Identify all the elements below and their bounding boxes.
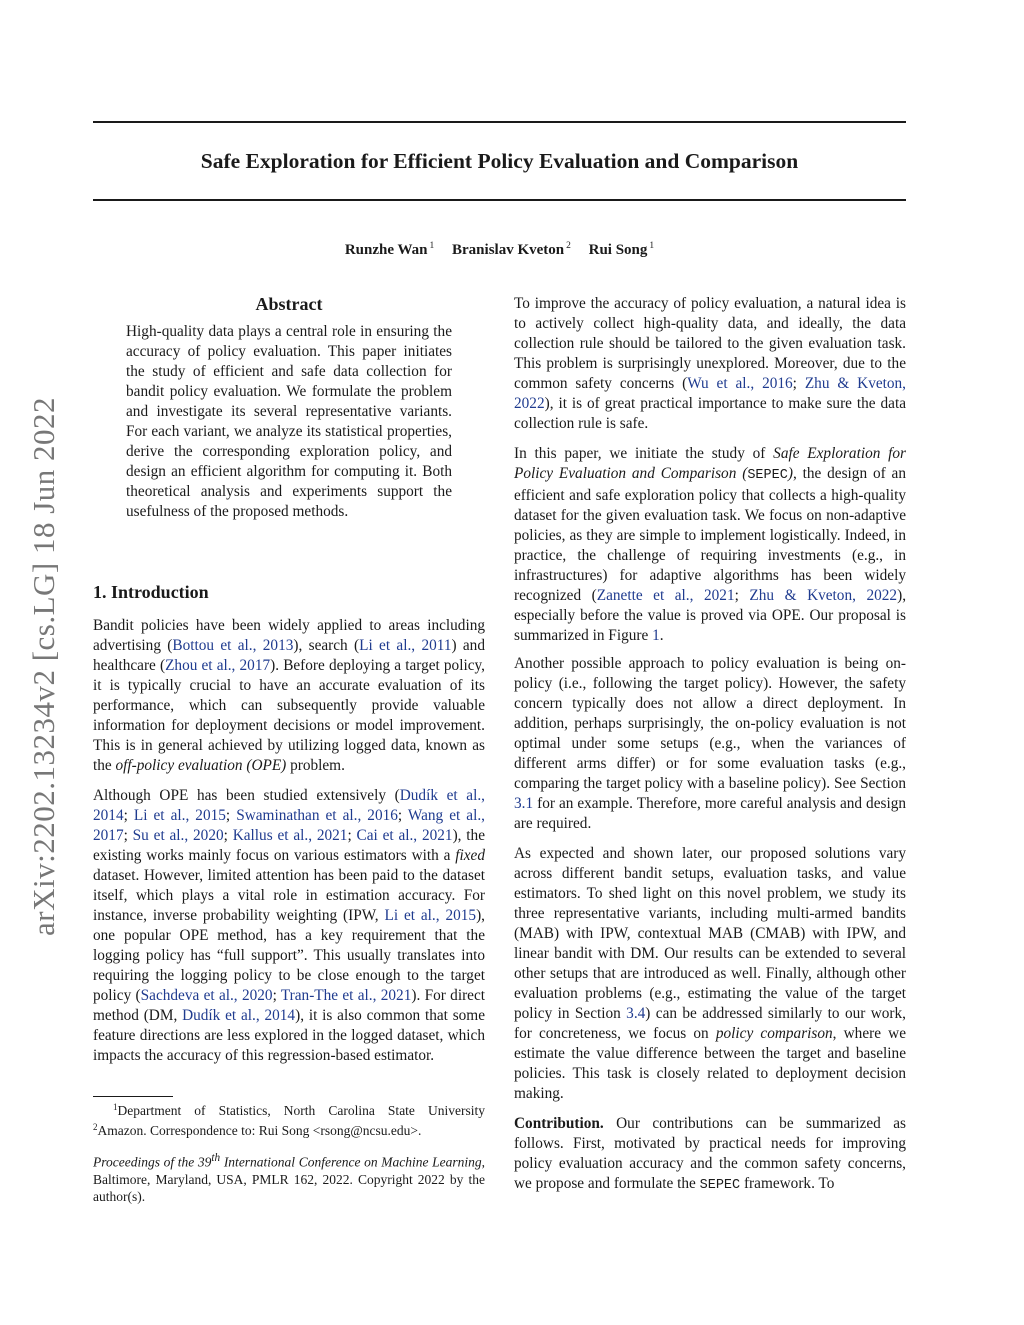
citation-link[interactable]: Zhu & Kveton, 2022 — [749, 587, 898, 604]
text-run: th — [211, 1152, 221, 1164]
text-run: Bandit policies have been widely applied to areas including advertising ( — [93, 617, 485, 654]
footnote-mark: 2 — [93, 1122, 98, 1132]
text-run: , Baltimore, Maryland, USA, PMLR 162, 2022. Copyright 2022 by the author(s). — [93, 1154, 485, 1204]
text-run: ). Before deploying a target policy, it is typically crucial to have an accurate evaluation of its performance, which can subsequently provide valuable information for deployment decisions or model improvement. This is in general achieved by utilizing logged data, known as the — [93, 657, 485, 774]
text-run: ; — [225, 807, 237, 824]
text-run: ), the existing works mainly focus on various estimators with a — [93, 827, 485, 864]
text-run: ; — [123, 807, 134, 824]
text-run: . — [659, 627, 664, 644]
figure-reference-link[interactable]: 1 — [652, 627, 660, 644]
text-run: To improve the accuracy of policy evaluation, a natural idea is to actively collect high-quality data, and ideally, the data collection rule should be tailored to the given evaluation task. This problem is surprisingly unexplored. Moreover, due to the common safety concerns ( — [514, 295, 906, 392]
author — [452, 242, 571, 258]
code-text: SEPEC — [699, 1178, 741, 1193]
right-paragraph-4 — [514, 844, 906, 1104]
text-run: , the design of an efficient and safe exploration policy that collects a high-quality dataset for the given evaluation task. We focus on non-adaptive policies, as they are simple to implement logistically. Indeed, in practice, the challenge of requiring investments (e.g., in infrastructures) for adaptive algorithms has been widely recognized ( — [514, 465, 906, 604]
text-run: ), it is of great practical importance to make sure the data collection rule is safe. — [514, 395, 906, 432]
text-run: ), one popular OPE method, has a key requirement that the logging policy has “full support”. This usually translates into requiring the logging policy to be close enough to the target policy ( — [93, 907, 485, 1004]
citation-link[interactable]: Zanette et al., 2021 — [596, 587, 735, 604]
code-text: SEPEC — [747, 468, 788, 483]
abstract-heading: Abstract — [255, 294, 323, 314]
emphasis-text: Safe Exploration for Policy Evaluation and Comparison ( — [514, 445, 906, 482]
intro-paragraph-2 — [93, 786, 485, 1066]
citation-link[interactable]: Su et al., 2020 — [132, 827, 224, 844]
text-run: ), search ( — [293, 637, 360, 654]
text-run: ; — [347, 827, 357, 844]
text-run: As expected and shown later, our proposed solutions vary across different bandit setups, evaluation tasks, and value estimators. To shed light on this novel problem, we study its three representative variants, including multi-armed bandits (MAB) with IPW, contextual MAB (CMAB) with IPW, and linear bandit with DM. Our results can be extended to several other setups that are introduced as well. Finally, although other evaluation problems (e.g., estimating the value of the target policy in Section — [514, 845, 906, 1022]
citation-link[interactable]: Swaminathan et al., 2016 — [236, 807, 398, 824]
text-run: Although OPE has been studied extensively ( — [93, 787, 400, 804]
title-rule-bottom — [93, 199, 906, 201]
citation-link[interactable]: Bottou et al., 2013 — [172, 637, 294, 654]
text-run: ) can be addressed similarly to our work, for concreteness, we focus on — [514, 1005, 906, 1042]
text-run: ) and healthcare ( — [93, 637, 485, 674]
text-run: Our contributions can be summarized as follows. First, motivated by practical needs for improving policy evaluation accuracy and the common safety concerns, we propose and formulate the — [514, 1115, 906, 1192]
text-run: Another possible approach to policy evaluation is being on-policy (i.e., following the target policy). However, the safety concern typically does not allow a direct deployment. In addition, perhaps surprisingly, the on-policy evaluation is not optimal under some setups (e.g., when the variances of different arms differ) or for some evaluation tasks (e.g., comparing the target policy with a baseline policy). See Section — [514, 655, 906, 792]
citation-link[interactable]: Wu et al., 2016 — [687, 375, 793, 392]
text-run: ; — [272, 987, 281, 1004]
proceedings-note — [93, 1150, 485, 1205]
text-run: problem. — [286, 757, 345, 774]
author — [589, 242, 655, 258]
emphasis-text: ) — [787, 465, 793, 482]
text-run: ). For direct method (DM, — [93, 987, 485, 1024]
citation-link[interactable]: Tran-The et al., 2021 — [280, 987, 412, 1004]
right-paragraph-3 — [514, 654, 906, 834]
emphasis-text: policy comparison — [715, 1025, 833, 1042]
text-run: ), especially before the value is proved via OPE. Our proposal is summarized in Figure — [514, 587, 907, 644]
footnote-text: Department of Statistics, North Carolina State University — [117, 1103, 485, 1118]
abstract-text: High-quality data plays a central role in ensuring the accuracy of policy evaluation. This paper initiates the study of efficient and safe data collection for bandit policy evaluation. We formulate the problem and investigate its several representative variants. For each variant, we analyze its statistical properties, derive the corresponding exploration policy, and design an efficient algorithm for computing it. Both theoretical analysis and experiments support the usefulness of the proposed methods. — [126, 323, 452, 520]
author-list — [93, 236, 906, 260]
text-run: 39 — [197, 1154, 212, 1170]
citation-link[interactable]: Sachdeva et al., 2020 — [140, 987, 273, 1004]
section-reference-link[interactable]: 3.1 — [514, 795, 534, 812]
paragraph-lead-in: Contribution. — [514, 1115, 604, 1132]
author-affiliation-mark: 2 — [566, 241, 571, 251]
text-run: ; — [223, 827, 233, 844]
text-run: ), it is also common that some feature directions are less explored in the logged dataset, which impacts the accuracy of this regression-based estimator. — [93, 1007, 485, 1064]
text-run: ; — [792, 375, 805, 392]
emphasis-text: fixed — [455, 847, 485, 864]
author-name: Runzhe Wan — [344, 242, 428, 258]
text-run: In this paper, we initiate the study of — [514, 445, 774, 462]
footnote-mark: 1 — [113, 1102, 118, 1112]
text-run: ; — [397, 807, 408, 824]
intro-paragraph-1 — [93, 616, 485, 776]
author-affiliation-mark: 1 — [429, 241, 435, 251]
footnote-2 — [93, 1119, 485, 1139]
section-heading-introduction: 1. Introduction — [93, 582, 209, 602]
right-paragraph-1 — [514, 294, 906, 434]
text-run: International Conference on Machine Learning — [220, 1154, 482, 1170]
citation-link[interactable]: Dudík et al., 2014 — [182, 1007, 296, 1024]
citation-link[interactable]: Li et al., 2015 — [133, 807, 226, 824]
text-run: ; — [123, 827, 133, 844]
footnote-1 — [93, 1099, 485, 1119]
citation-link[interactable]: Dudík et al., 2014 — [93, 787, 485, 824]
emphasis-text: off-policy evaluation (OPE) — [115, 757, 287, 774]
footnotes — [93, 1099, 485, 1139]
section-reference-link[interactable]: 3.4 — [626, 1005, 646, 1022]
text-run: dataset. However, limited attention has been paid to the dataset itself, which plays a vital role in estimation accuracy. For instance, inverse probability weighting (IPW, — [93, 867, 485, 924]
arxiv-identifier: arXiv:2202.13234v2 [cs.LG] 18 Jun 2022 — [26, 396, 61, 936]
text-run: framework. To — [740, 1175, 835, 1192]
author-name: Branislav Kveton — [452, 242, 565, 258]
author-affiliation-mark: 1 — [649, 241, 655, 251]
title-rule-top — [93, 121, 906, 123]
right-paragraph-5 — [514, 1114, 906, 1196]
right-paragraph-2 — [514, 444, 906, 646]
citation-link[interactable]: Zhou et al., 2017 — [165, 657, 271, 674]
text-run: ; — [734, 587, 750, 604]
text-run: Proceedings of the — [93, 1154, 198, 1170]
author-name: Rui Song — [588, 242, 648, 258]
text-run: , where we estimate the value difference between the target and baseline policies. This task is closely related to deployment decision making. — [514, 1025, 907, 1102]
citation-link[interactable]: Li et al., 2015 — [384, 907, 477, 924]
citation-link[interactable]: Kallus et al., 2021 — [232, 827, 348, 844]
text-run: for an example. Therefore, more careful analysis and design are required. — [514, 795, 906, 832]
author — [345, 242, 434, 258]
citation-link[interactable]: Zhu & Kveton, 2022 — [514, 375, 907, 412]
citation-link[interactable]: Li et al., 2011 — [359, 637, 452, 654]
footnote-text: Amazon. Correspondence to: Rui Song <rsong@ncsu.edu>. — [97, 1123, 422, 1138]
paper-title: Safe Exploration for Efficient Policy Evaluation and Comparison — [200, 149, 799, 173]
footnote-rule — [93, 1096, 173, 1097]
citation-link[interactable]: Cai et al., 2021 — [356, 827, 453, 844]
citation-link[interactable]: Wang et al., 2017 — [93, 807, 485, 844]
